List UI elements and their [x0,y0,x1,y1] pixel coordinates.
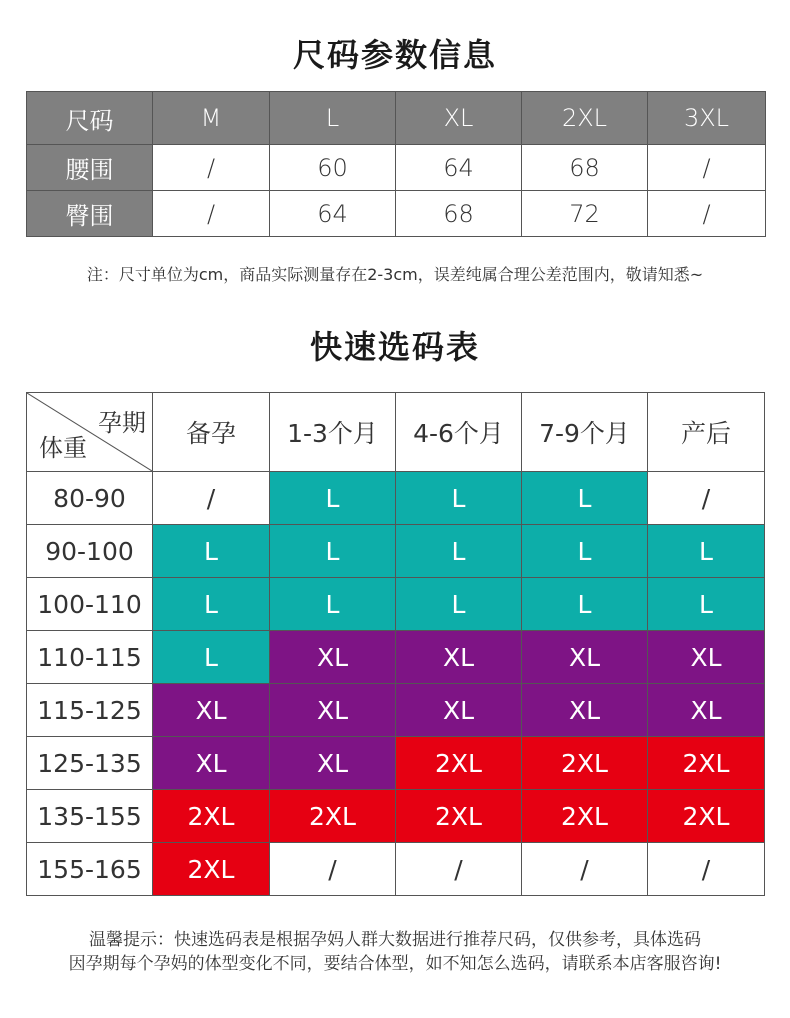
size-header-cell: 尺码 [27,92,153,145]
size-cell: XL [153,737,270,790]
size-cell: / [270,843,396,896]
table-row [27,843,765,896]
weight-range-cell: 135-155 [27,790,153,843]
size-cell: L [153,631,270,684]
corner-cell [27,393,153,472]
size-cell: L [396,525,522,578]
weight-range-cell: 80-90 [27,472,153,525]
period-header: 4-6个月 [396,393,522,472]
quick-table-body [27,472,765,896]
size-header-cell: L [270,92,396,145]
table-row [27,472,765,525]
table-cell: / [153,145,270,191]
tip-line-1: 温馨提示：快速选码表是根据孕妈人群大数据进行推荐尺码，仅供参考，具体选码 [89,930,701,950]
size-cell: / [522,843,648,896]
size-cell: L [396,472,522,525]
period-header: 7-9个月 [522,393,648,472]
weight-range-cell: 100-110 [27,578,153,631]
size-cell: 2XL [522,737,648,790]
table-row [27,790,765,843]
size-cell: 2XL [522,790,648,843]
table-row [27,631,765,684]
corner-label-period: 孕期 [98,409,146,437]
table-row [27,737,765,790]
size-cell: L [648,525,765,578]
quick-table-title: 快速选码表 [309,328,480,366]
size-cell: L [648,578,765,631]
size-cell: 2XL [648,737,765,790]
size-cell: L [153,525,270,578]
size-cell: L [522,472,648,525]
period-header: 备孕 [153,393,270,472]
row-label: 腰围 [27,145,153,191]
size-cell: 2XL [153,790,270,843]
size-cell: L [522,525,648,578]
quick-header-row [27,393,765,472]
size-info-title: 尺码参数信息 [292,36,497,74]
size-cell: XL [396,631,522,684]
quick-size-table [26,392,765,896]
size-note: 注：尺寸单位为cm，商品实际测量存在2-3cm，误差纯属合理公差范围内，敬请知悉~ [86,265,704,284]
size-cell: / [153,472,270,525]
size-cell: XL [522,631,648,684]
table-row [27,525,765,578]
table-cell: 64 [270,191,396,237]
size-cell: / [648,472,765,525]
size-cell: L [270,525,396,578]
size-cell: L [396,578,522,631]
table-cell: / [648,145,766,191]
size-cell: 2XL [396,737,522,790]
size-header-cell: M [153,92,270,145]
row-label: 臀围 [27,191,153,237]
period-header: 1-3个月 [270,393,396,472]
table-cell: / [648,191,766,237]
weight-range-cell: 155-165 [27,843,153,896]
size-cell: XL [153,684,270,737]
size-cell: 2XL [396,790,522,843]
table-cell: 60 [270,145,396,191]
weight-range-cell: 115-125 [27,684,153,737]
size-cell: XL [648,684,765,737]
table-cell: 68 [396,191,522,237]
size-cell: L [270,578,396,631]
size-cell: XL [522,684,648,737]
table-row [27,684,765,737]
corner-label-weight: 体重 [39,434,87,462]
size-cell: XL [270,631,396,684]
size-header-cell: 3XL [648,92,766,145]
size-cell: / [648,843,765,896]
table-cell: / [153,191,270,237]
weight-range-cell: 110-115 [27,631,153,684]
hip-row [27,191,766,237]
size-cell: XL [648,631,765,684]
size-header-cell: XL [396,92,522,145]
size-info-table [26,91,766,237]
waist-row [27,145,766,191]
size-header-row [27,92,766,145]
size-cell: L [270,472,396,525]
period-header: 产后 [648,393,765,472]
size-cell: XL [396,684,522,737]
tip-line-2: 因孕期每个孕妈的体型变化不同，要结合体型，如不知怎么选码，请联系本店客服咨询! [68,954,722,974]
weight-range-cell: 125-135 [27,737,153,790]
size-cell: 2XL [270,790,396,843]
table-cell: 72 [522,191,648,237]
size-cell: 2XL [648,790,765,843]
table-cell: 68 [522,145,648,191]
weight-range-cell: 90-100 [27,525,153,578]
size-cell: L [522,578,648,631]
table-cell: 64 [396,145,522,191]
table-row [27,578,765,631]
size-cell: XL [270,737,396,790]
size-cell: 2XL [153,843,270,896]
size-cell: L [153,578,270,631]
size-cell: / [396,843,522,896]
size-header-cell: 2XL [522,92,648,145]
size-cell: XL [270,684,396,737]
